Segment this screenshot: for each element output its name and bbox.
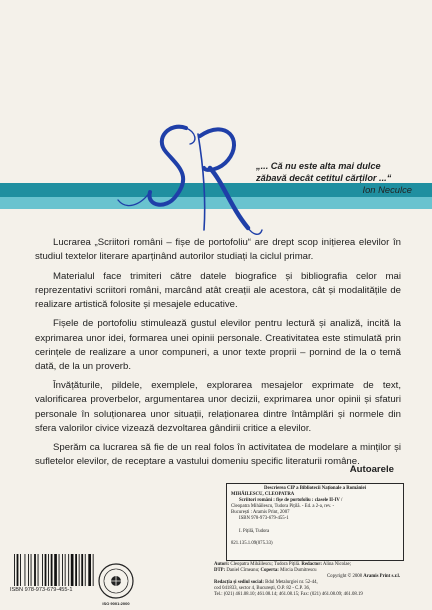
cip-box [226,483,404,561]
monogram-r-bowl [200,129,234,170]
editor-label: Redactor: [301,562,322,567]
barcode-bar [75,554,77,586]
authors-value: Cleopatra Mihăilescu; Tudora Pițilă. [230,562,301,567]
cover-value: Mircia Dumitrescu [280,568,317,574]
foreword-body [35,236,401,475]
iso-seal-icon [92,562,140,602]
cip-line-5: I. Pițilă, Tudora [239,528,270,534]
barcode-bar [51,554,53,586]
authors-label: Autori: [214,562,230,567]
credits-block [214,562,414,599]
publisher-name: Aramis Print s.r.l. [363,574,400,580]
monogram-r-stem [198,134,205,230]
barcode-bar [62,554,63,586]
quote-line-2: zăbavă decât cetitul cărților ...“ [256,173,392,183]
cip-line-1: Scriitori români : fișe de portofoliu : clasele II-IV / [239,498,343,504]
monogram-s-stroke [149,127,186,205]
barcode-bar [45,554,47,586]
address-label: Redacția și sediul social: [214,580,264,586]
copyright-value: Copyright © 2008 [326,574,363,580]
barcode-bar [79,554,80,586]
barcode-bar [59,554,60,586]
barcode-bar [88,554,91,586]
barcode-bar [28,554,29,586]
barcode-bar [38,554,39,586]
iso-seal-label: ISO 9001:2000 [102,601,130,606]
barcode-bar [81,554,83,586]
paragraph-5: Sperăm ca lucrarea să fie de un real folos în activitatea de modelare a minților și sufletelor elevilor, de receptare a vastului domeniu specific literaturii române. [35,442,401,468]
paragraph-3: Fișele de portofoliu stimulează gustul elevilor pentru lectură și analiză, incită la exprimarea unor idei, formarea unei opinii personale. Creativitatea este stimulată prin cerințele de realizare a unor compuneri, a unor texte proprii – pornind de la o temă dată, de la un proverb. [35,318,401,372]
cip-author-heading: MIHĂILESCU, CLEOPATRA [231,492,295,498]
monogram-s-flourish [186,128,195,144]
cip-line-2: Cleopatra Mihăilescu, Tudora Pițilă. - Ed. a 2-a, rev. - [231,504,335,510]
epigraph-quote [256,160,426,196]
paragraph-1: Lucrarea „Scriitori români – fișe de portofoliu“ are drept scop inițierea elevilor în studiul textelor literare aparținând autorilor studiați la ciclul primar. [35,237,401,263]
dtp-label: DTP: [214,568,226,574]
barcode-bar [25,554,26,586]
barcode-bar [31,554,32,586]
paragraph-4: Învățăturile, pildele, exemplele, explorarea mesajelor exprimate de text, valorificarea proverbelor, argumentarea unor decizii, exprimarea unor opinii și sfaturi personale în soluționarea unor situații, relaționarea dintre întâmplări și normele din sfera valorilor civice vizează dezvoltarea gândirii critice a elevilor. [35,380,401,434]
isbn-label: ISBN 978-973-679-455-1 [10,587,73,593]
barcode-bar [42,554,43,586]
paragraph-2: Materialul face trimiteri către datele biografice și bibliografia celor mai reprezentativi scriitori români, marcând atât creații ale acestora, cât și modalitățile de realizare artistică folosite și mesajele educative. [35,270,401,310]
barcode-bar [17,554,19,586]
cip-line-3: București : Aramis Print, 2007 [231,510,290,516]
barcode-bar [14,554,15,586]
cip-line-4: ISBN 978-973-679-455-1 [239,516,289,522]
cip-line-6: 821.135.1.09(075.33) [231,540,273,546]
barcode-bar [20,554,21,586]
quote-line-1: „... Că nu este alta mai dulce [256,161,381,171]
monogram-r-tail [248,228,262,234]
barcode-bar [68,554,69,586]
barcode-bar [48,554,49,586]
cover-label: Coperta: [260,568,279,574]
address-value: Bdul Metalurgiei nr. 52-44, [265,580,318,586]
editor-value: Alina Nicolae; [322,562,351,567]
quote-author: Ion Neculce [362,184,412,195]
barcode-bar [71,554,74,586]
credits-phone: Tel.: (021) 461.08.10; 461.08.14; 461.08.15; Fax: (021) 461.08.09; 461.08.19 [214,592,363,598]
barcode-bar [85,554,86,586]
credits-address-2: cod 041833, sector 4, București, O.P. 82 - C.P. 36, [214,586,311,592]
dtp-value: Daniel Cîrneanu; [226,568,260,574]
barcode-bar [65,554,66,586]
authors-signature: Autoarele [349,464,394,475]
barcode-bar [34,554,36,586]
monogram-s-tail [118,192,150,206]
barcode-bar [54,554,57,586]
monogram-r-leg [210,168,248,228]
cip-title: Descrierea CIP a Bibliotecii Naționale a României [264,486,366,491]
